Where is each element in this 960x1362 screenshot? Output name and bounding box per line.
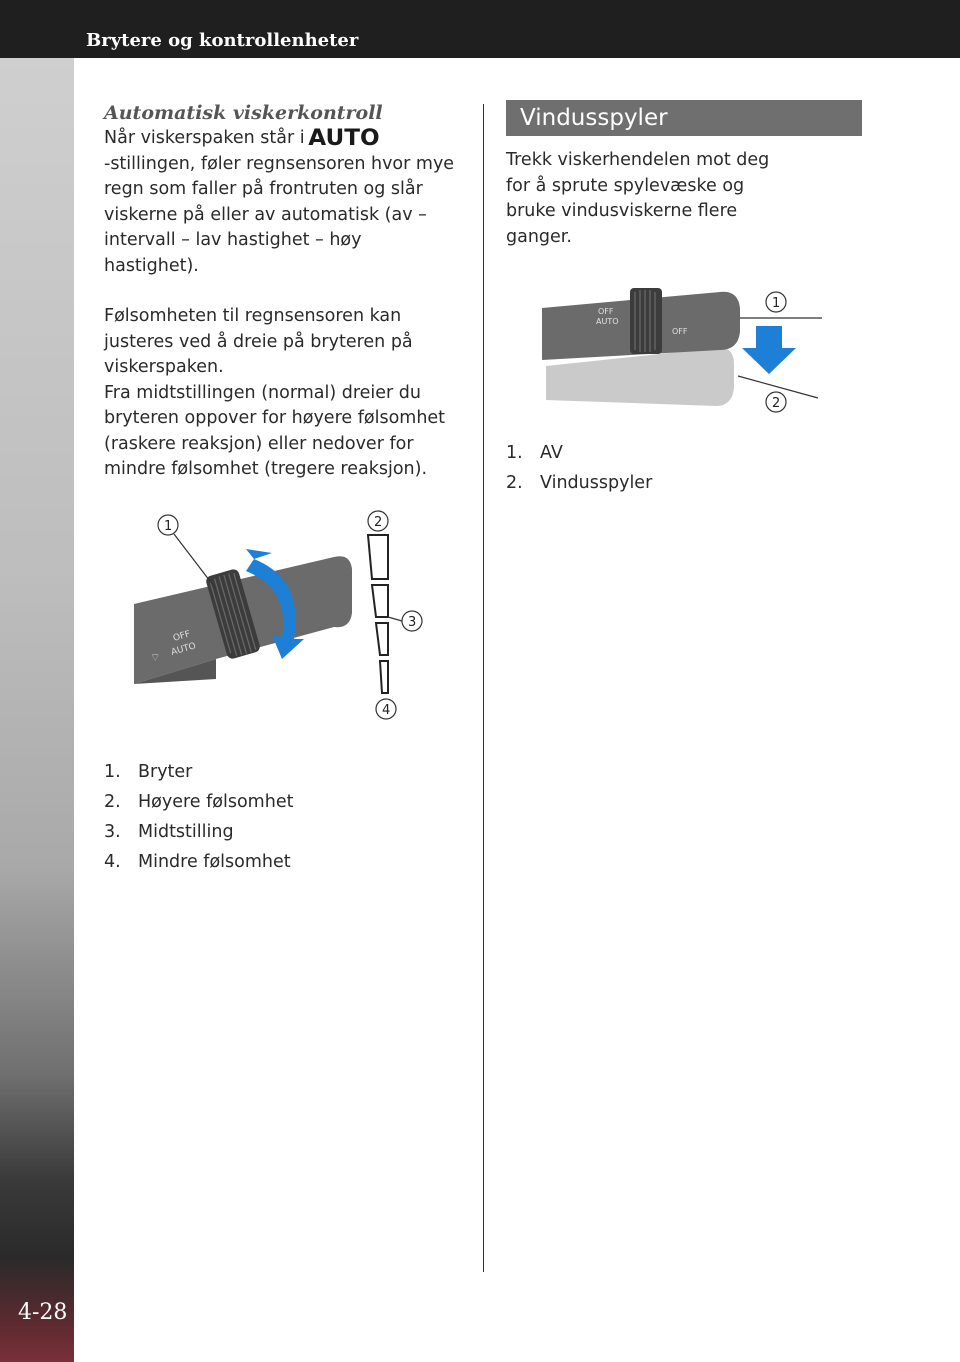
- auto-wiper-paragraph-2: Følsomheten til regnsensoren kan justeres ved å dreie på bryteren på viskerspaken.: [104, 306, 413, 377]
- header-title: Brytere og kontrollenheter: [86, 30, 359, 51]
- list-item: 2. Vindusspyler: [506, 473, 653, 493]
- p1-rest: -stillingen, føler regnsensoren hvor mye regn som faller på frontruten og slår viskerne på eller av automatisk (av – intervall – lav hastighet – høy hastighet).: [104, 153, 455, 276]
- auto-wiper-paragraph-1: [104, 126, 460, 279]
- wiper-icon: ⌔: [150, 650, 161, 664]
- auto-wiper-paragraph-3: Fra midtstillingen (normal) dreier du bryteren oppover for høyere følsomhet (raskere reaksjon) eller nedover for mindre følsomhet (tregere reaksjon).: [104, 382, 446, 479]
- callout-1: 1: [772, 296, 781, 311]
- list-item: 1. AV: [506, 443, 563, 463]
- callout-2: 2: [772, 396, 781, 411]
- section-heading-auto-wiper: Automatisk viskerkontroll: [104, 102, 383, 124]
- washer-figure: [506, 288, 862, 428]
- right-column: [506, 100, 862, 498]
- lever-label-auto: AUTO: [596, 317, 619, 326]
- sensitivity-figure: [104, 509, 460, 749]
- list-item: 1. Bryter: [104, 761, 193, 782]
- callout-2: 2: [374, 514, 383, 530]
- lever-label-off-2: OFF: [672, 327, 688, 336]
- page-number: 4-28: [18, 1300, 68, 1325]
- list-item: 4. Mindre følsomhet: [104, 851, 291, 872]
- header-bar: [0, 0, 960, 58]
- lever-label-auto: AUTO: [170, 640, 198, 658]
- left-column: [104, 100, 460, 877]
- column-divider: [483, 104, 484, 1272]
- p1-prefix: Når viskerspaken står i: [104, 128, 305, 148]
- list-item: 2. Høyere følsomhet: [104, 791, 294, 812]
- callout-3: 3: [408, 614, 417, 630]
- pull-arrow: [742, 326, 796, 374]
- washer-paragraph: Trekk viskerhendelen mot deg for å sprute spylevæske og bruke vindusviskerne flere ganger.: [506, 150, 770, 247]
- sidebar-photo: [0, 58, 74, 1362]
- sensitivity-legend: [104, 757, 460, 877]
- section-heading-washer: Vindusspyler: [506, 100, 862, 136]
- lever-label-off: OFF: [598, 307, 614, 316]
- lever-label-off: OFF: [172, 628, 192, 644]
- washer-legend: [506, 438, 862, 498]
- auto-symbol: AUTO: [308, 126, 380, 151]
- list-item: 3. Midtstilling: [104, 821, 234, 842]
- callout-4: 4: [382, 702, 391, 718]
- callout-1: 1: [164, 518, 173, 534]
